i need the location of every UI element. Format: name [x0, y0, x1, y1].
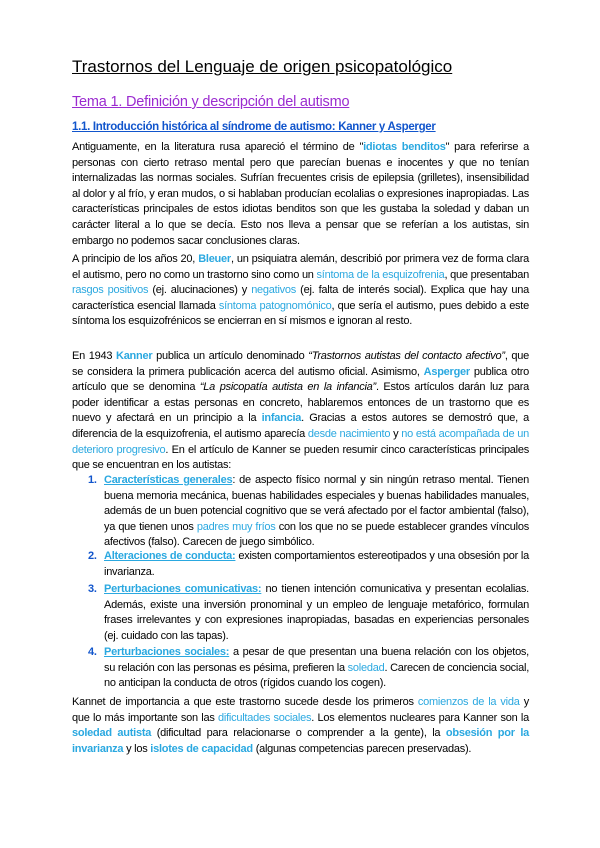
highlight-bleuer: Bleuer — [198, 253, 231, 265]
highlight-comienzos-vida: comienzos de la vida — [417, 696, 520, 708]
document-title: Trastornos del Lenguaje de origen psicopatológico — [72, 57, 453, 76]
paragraph-elementos-nucleares: Kannet de importancia a que este trastorno sucede desde los primeros comienzos de la vida y que lo más importante son las dificultades sociales. Los elementos nucleares para Kanner son la soledad autista (dificultad para relacionarse o comprender a la gente), la obsesión por la invarianza y los islotes de capacidad (algunas competencias parecen preservadas). — [72, 696, 530, 755]
article-title-asperger: “La psicopatía autista en la infancia” — [199, 381, 376, 394]
article-title-kanner: “Trastornos autistas del contacto afectivo” — [308, 350, 505, 362]
item-label: Perturbaciones comunicativas: — [104, 583, 262, 595]
item-label: Perturbaciones sociales: — [104, 646, 230, 658]
highlight-obsesion-invarianza: obsesión por la invarianza — [72, 727, 530, 755]
highlight-idiotas-benditos: idiotas benditos — [363, 141, 446, 153]
highlight-desde-nacimiento: desde nacimiento — [307, 427, 391, 440]
list-number: 1. — [88, 474, 97, 486]
highlight-dificultades-sociales: dificultades sociales — [218, 711, 312, 724]
highlight-islotes-capacidad: islotes de capacidad — [150, 742, 253, 755]
highlight-sintoma-patognomonico: síntoma patognomónico — [218, 299, 332, 312]
list-item-caracteristicas-generales: 1. Características generales: de aspecto físico normal y sin ningún retraso mental. Tienen buena memoria mecánica, buenas habilidades especiales y buenas habilidades manuales, además de un buen potencial cognitivo que se verá afectado por el factor ambiental (falso), ya que tienen unos padres muy fríos con los que no se puede establecer grandes vínculos afectivos (falso). Carecen de juego simbólico. — [88, 474, 529, 549]
highlight-soledad-autista: soledad autista — [72, 727, 152, 740]
item-label: Alteraciones de conducta: — [104, 550, 236, 562]
highlight-sintoma-esquizofrenia: síntoma de la esquizofrenia — [316, 268, 445, 281]
paragraph-kanner-asperger: En 1943 Kanner publica un artículo denominado “Trastornos autistas del contacto afectivo”, que se considera la primera publicación acerca del autismo oficial. Asimismo, Asperger publica otro artículo que se denomina “La psicopatía autista en la infancia”. Estos artículos darán luz para poder identificar a estas personas en concreto, hablaremos entonces de un trastorno que es nuevo y afectará en un principio a la infancia. Gracias a estos autores se demostró que, a diferencia de la esquizofrenia, el autismo aparecía desde nacimiento y no está acompañada de un deterioro progresivo. En el artículo de Kanner se pueden resumir cinco características principales que se encuentran en los autistas: — [72, 350, 530, 472]
highlight-negativos: negativos — [251, 284, 297, 297]
highlight-kanner: Kanner — [116, 350, 153, 362]
list-item-perturbaciones-sociales: 4. Perturbaciones sociales: a pesar de que presentan una buena relación con los objetos, su relación con las personas es pésima, prefieren la soledad. Carecen de conciencia social, no anticipan la conducta de otros (rígidos cuando los cogen). — [88, 646, 529, 690]
tema-heading: Tema 1. Definición y descripción del autismo — [72, 94, 350, 110]
list-item-perturbaciones-comunicativas: 3. Perturbaciones comunicativas: no tienen intención comunicativa y presentan ecolalias. Además, existe una inversión pronominal y un empleo de lenguaje metafórico, formulan frases irrelevantes y con expresiones inapropiadas, basadas en experiencias personales (ej. cuidado con las tapas). — [88, 583, 529, 642]
list-number: 4. — [88, 646, 97, 658]
highlight-soledad: soledad — [347, 661, 385, 674]
list-number: 3. — [88, 583, 97, 595]
subsection-heading: 1.1. Introducción histórica al síndrome de autismo: Kanner y Asperger — [72, 121, 436, 133]
list-item-alteraciones-conducta: 2. Alteraciones de conducta: existen comportamientos estereotipados y una obsesión por la invarianza. — [88, 550, 529, 578]
highlight-asperger: Asperger — [423, 365, 470, 378]
item-label: Características generales — [104, 474, 233, 486]
highlight-padres-muy-frios: padres muy fríos — [196, 520, 276, 533]
list-number: 2. — [88, 550, 97, 562]
highlight-infancia: infancia — [261, 412, 302, 425]
highlight-deterioro-progresivo: no está acompañada de un deterioro progresivo — [72, 427, 529, 456]
highlight-rasgos-positivos: rasgos positivos — [72, 284, 149, 297]
paragraph-bleuer: A principio de los años 20, Bleuer, un psiquiatra alemán, describió por primera vez de forma clara el autismo, pero no como un trastorno sino como un síntoma de la esquizofrenia, que presentaban rasgos positivos (ej. alucinaciones) y negativos (ej. falta de interés social). Explica que hay una característica esencial llamada síntoma patognomónico, que sería el autismo, pues debido a este síntoma los esquizofrénicos se encierran en sí mismos e ignoran al resto. — [72, 253, 529, 328]
paragraph-idiotas-benditos: Antiguamente, en la literatura rusa apareció el término de "idiotas benditos" para referirse a personas con cierto retraso mental pero que parecían buenas e inocentes y que no tenían internalizadas las normas sociales. Sufrían frecuentes crisis de epilepsia (grilletes), insensibilidad al dolor y al frío, y eran mudos, o si hablaban producían ecolalias o expresiones inapropiadas. Las características principales de estos idiotas benditos son que les gustaba la soledad y daban un carácter literal a lo que se decía. Esto nos lleva a pensar que se referían a los autistas, sin embargo no podemos sacar conclusiones claras. — [72, 141, 529, 247]
